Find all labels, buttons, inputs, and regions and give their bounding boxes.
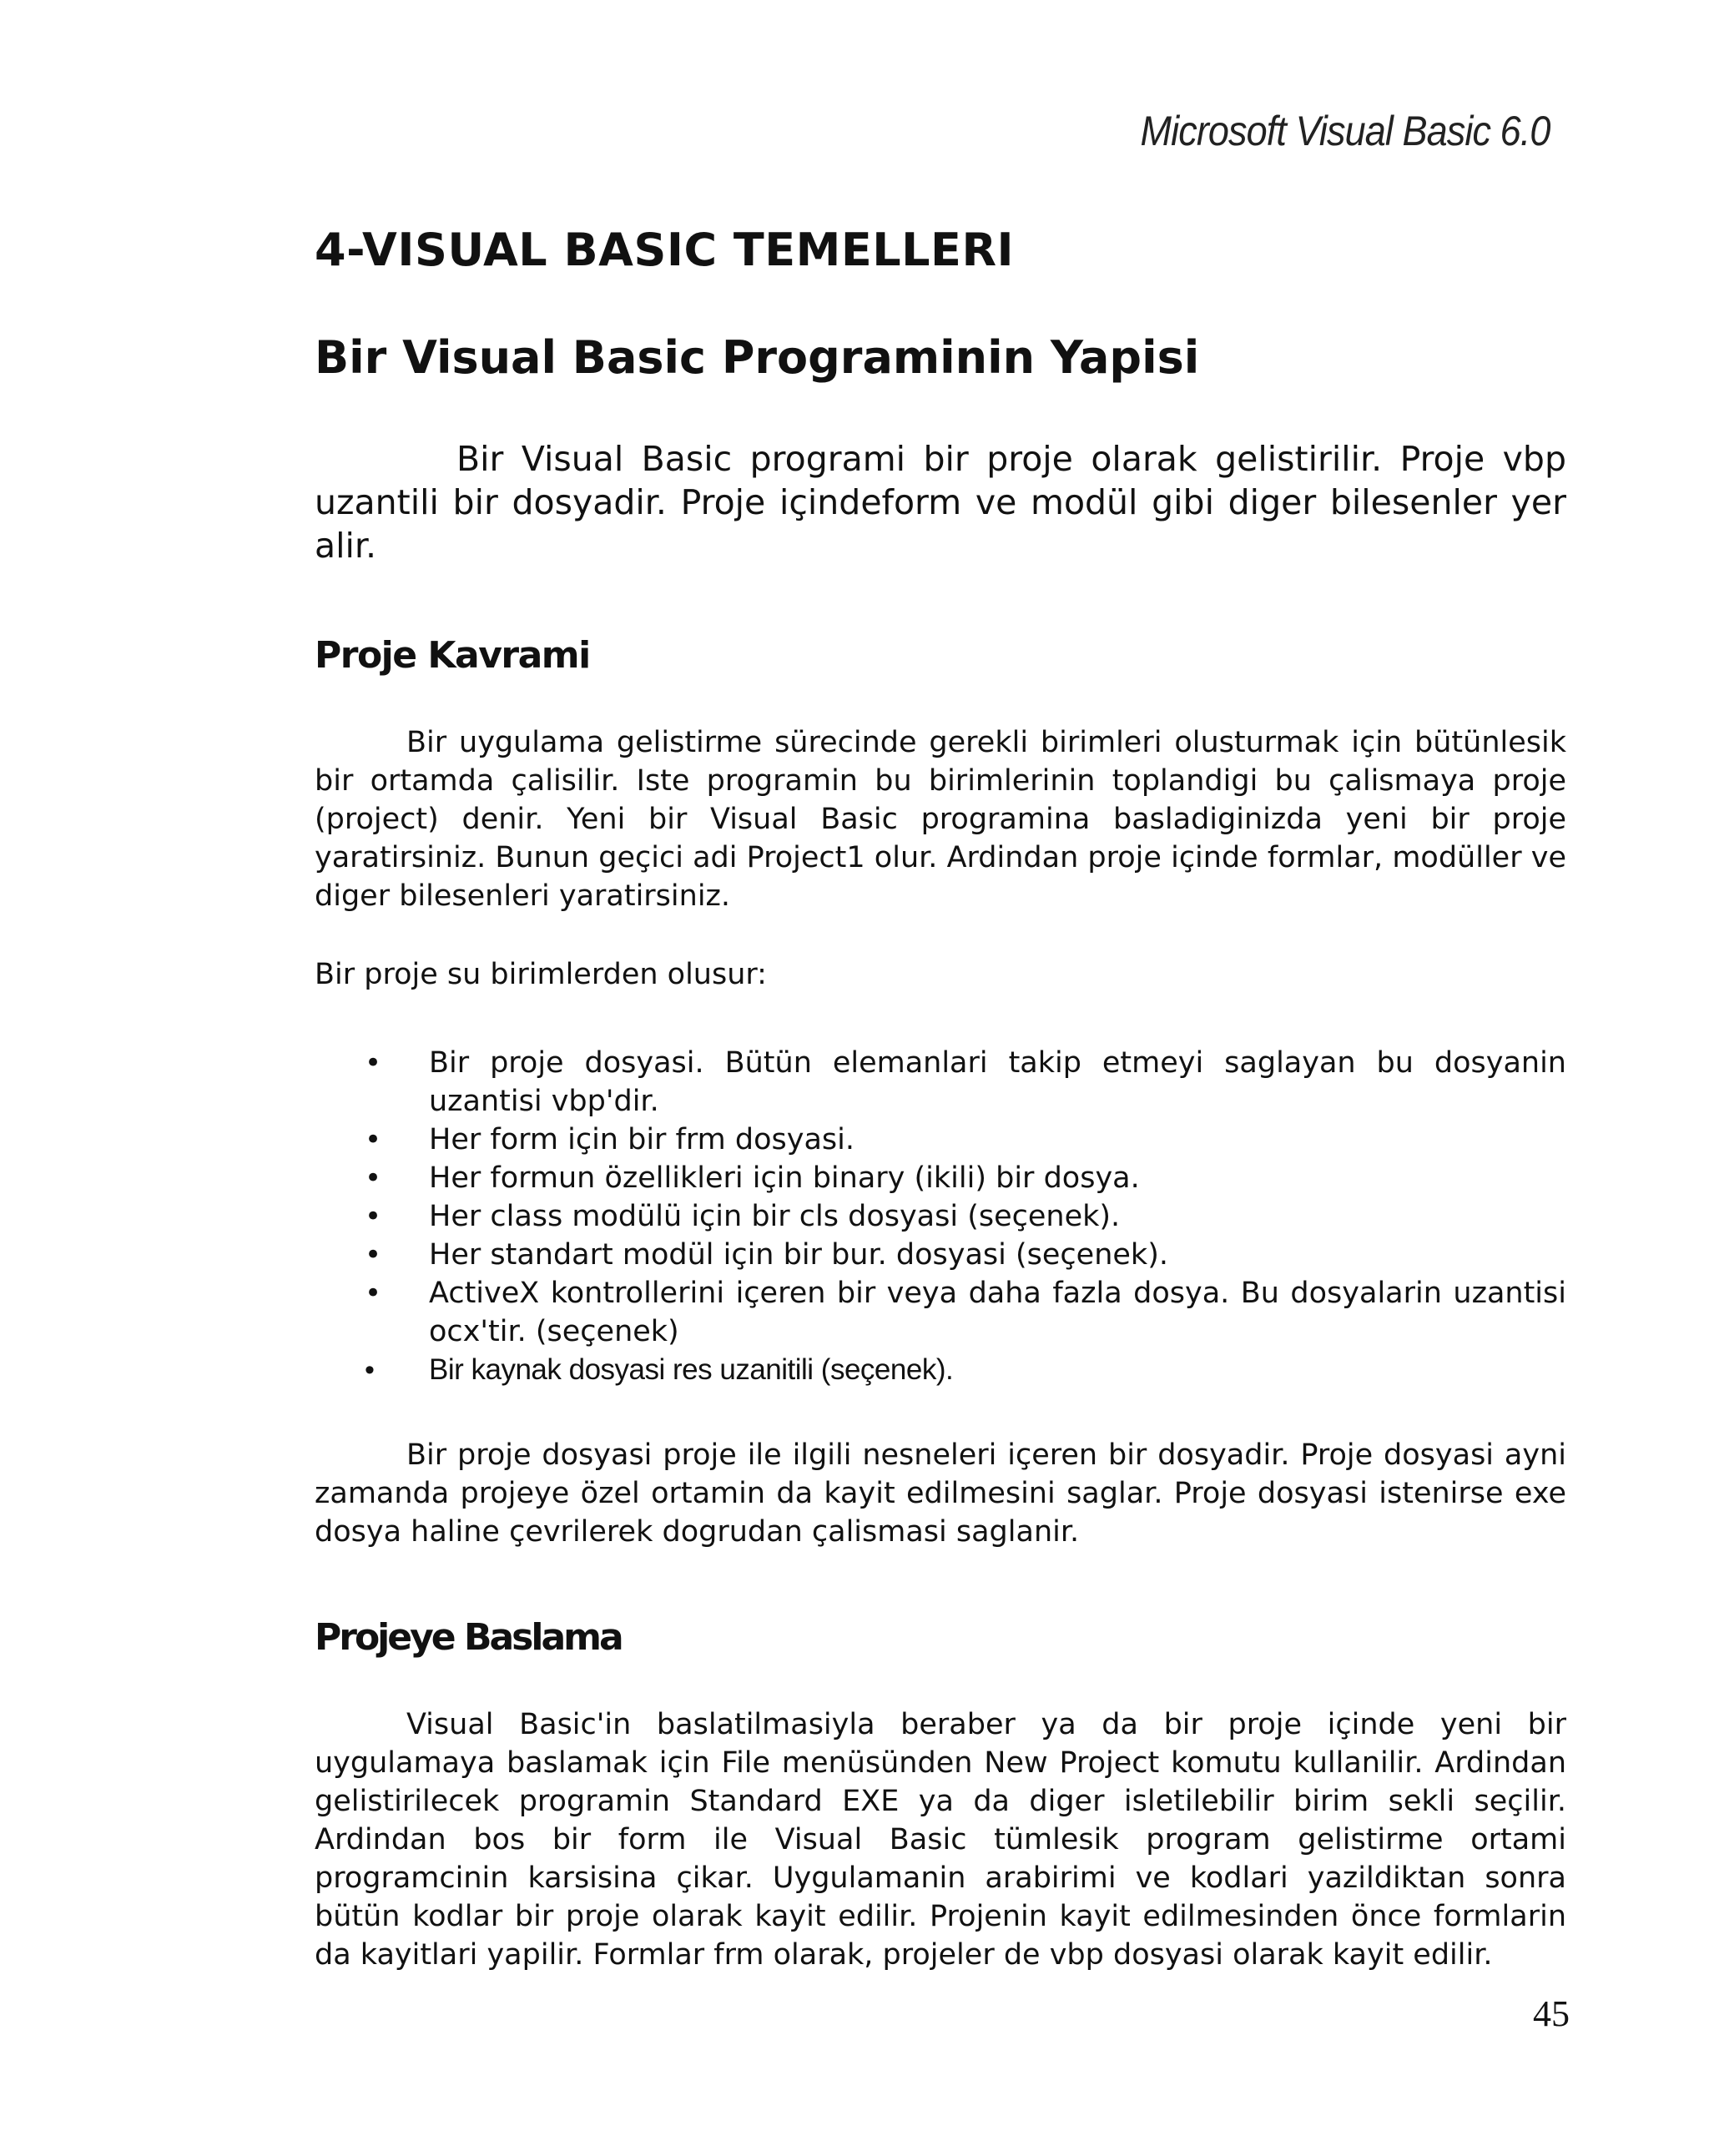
list-item-text: Her standart modül için bir bur. dosyasi (seçenek). bbox=[429, 1238, 1168, 1272]
bullet-icon: • bbox=[365, 1046, 382, 1080]
list-item bbox=[315, 1197, 1566, 1236]
bullet-icon: • bbox=[365, 1354, 375, 1386]
list-item bbox=[315, 1351, 1566, 1389]
list-item-text: Bir kaynak dosyasi res uzanitili (seçenek). bbox=[429, 1353, 954, 1386]
page-number: 45 bbox=[1533, 1993, 1570, 2034]
list-item-text: Her form için bir frm dosyasi. bbox=[429, 1123, 854, 1156]
proje-kavrami-heading: Proje Kavrami bbox=[315, 634, 590, 677]
bullet-icon: • bbox=[365, 1238, 382, 1272]
list-item bbox=[315, 1159, 1566, 1197]
bullet-icon: • bbox=[365, 1161, 382, 1195]
section-title: Bir Visual Basic Programinin Yapisi bbox=[315, 331, 1200, 384]
project-file-paragraph: Bir proje dosyasi proje ile ilgili nesneleri içeren bir dosyadir. Proje dosyasi ayni zamanda projeye özel ortamin da kayit edilmesini saglar. Proje dosyasi istenirse exe dosya haline çevrilerek dogrudan çalismasi saglanir. bbox=[315, 1438, 1566, 1549]
list-intro: Bir proje su birimlerden olusur: bbox=[315, 958, 767, 991]
list-item bbox=[315, 1236, 1566, 1274]
section-intro-paragraph: Bir Visual Basic programi bir proje olarak gelistirilir. Proje vbp uzantili bir dosyadir. Proje içindeform ve modül gibi diger bilesenler yer alir. bbox=[315, 439, 1566, 566]
bullet-icon: • bbox=[365, 1200, 382, 1233]
list-item-text: Bir proje dosyasi. Bütün elemanlari takip etmeyi saglayan bu dosyanin uzantisi vbp'dir. bbox=[429, 1046, 1566, 1118]
bullet-icon: • bbox=[365, 1123, 382, 1156]
list-item-text: ActiveX kontrollerini içeren bir veya daha fazla dosya. Bu dosyalarin uzantisi ocx'tir. (seçenek) bbox=[429, 1277, 1566, 1348]
list-item-text: Her formun özellikleri için binary (ikili) bir dosya. bbox=[429, 1161, 1140, 1195]
project-units-list bbox=[315, 1044, 1566, 1389]
bullet-icon: • bbox=[365, 1277, 382, 1310]
projeye-baslama-heading: Projeye Baslama bbox=[315, 1616, 622, 1659]
proje-kavrami-paragraph: Bir uygulama gelistirme sürecinde gerekli birimleri olusturmak için bütünlesik bir ortamda çalisilir. Iste programin bu birimlerinin toplandigi bu çalismaya proje (project) denir. Yeni bir Visual Basic programina basladiginizda yeni bir proje yaratirsiniz. Bunun geçici adi Project1 olur. Ardindan proje içinde formlar, modüller ve diger bilesenleri yaratirsiniz. bbox=[315, 726, 1566, 913]
running-header: Microsoft Visual Basic 6.0 bbox=[1141, 108, 1550, 154]
list-item-text: Her class modülü için bir cls dosyasi (seçenek). bbox=[429, 1200, 1121, 1233]
page-content bbox=[315, 224, 1566, 1974]
chapter-title: 4-VISUAL BASIC TEMELLERI bbox=[315, 224, 1015, 276]
list-item bbox=[315, 1274, 1566, 1351]
projeye-baslama-paragraph: Visual Basic'in baslatilmasiyla beraber ya da bir proje içinde yeni bir uygulamaya baslamak için File menüsünden New Project komutu kullanilir. Ardindan gelistirilecek programin Standard EXE ya da diger isletilebilir birim sekli seçilir. Ardindan bos bir form ile Visual Basic tümlesik program gelistirme ortami programcinin karsisina çikar. Uygulamanin arabirimi ve kodlari yazildiktan sonra bütün kodlar bir proje olarak kayit edilir. Projenin kayit edilmesinden önce formlarin da kayitlari yapilir. Formlar frm olarak, projeler de vbp dosyasi olarak kayit edilir. bbox=[315, 1708, 1566, 1972]
list-item bbox=[315, 1044, 1566, 1121]
list-item bbox=[315, 1121, 1566, 1159]
